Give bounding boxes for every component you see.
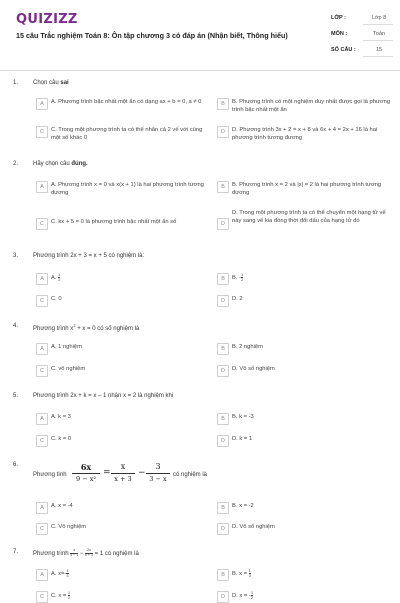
fraction (251, 591, 253, 600)
fraction-den: 3 (248, 573, 251, 578)
option-letter: D (217, 365, 229, 377)
question-text-post: = 1 có nghiệm là (94, 550, 139, 557)
option-text (232, 591, 392, 600)
option-text (232, 273, 392, 282)
option-text-pre: D. x = - (232, 593, 251, 600)
question-number: 5. (13, 393, 19, 399)
meta-mon-value: Toán (373, 31, 385, 37)
fraction-den: 3 − x (149, 475, 167, 483)
question-number: 4. (13, 323, 19, 329)
option-letter: C (36, 365, 48, 377)
option-letter: B (217, 343, 229, 355)
option-text: C. kx + 5 = 0 là phương trình bậc nhất một ẩn số (51, 219, 177, 225)
fraction-num: 1 (67, 590, 71, 595)
question-text-bold: đúng. (71, 161, 88, 167)
fraction (66, 569, 68, 578)
option-text: A. k = 3 (51, 414, 71, 420)
minus-sign: − (138, 468, 146, 478)
fraction-num: 1 (248, 568, 251, 573)
fraction-bar (72, 473, 100, 474)
option-text: C. k = 0 (51, 436, 72, 442)
option-letter: D (217, 591, 229, 603)
fraction-num: x (73, 548, 76, 552)
fraction-den: x + 3 (114, 475, 132, 483)
fraction-num: 6x (80, 462, 92, 472)
option-text: D. Vô số nghiệm (232, 524, 275, 530)
fraction-1 (70, 549, 78, 558)
option-text: C. 0 (51, 296, 62, 302)
option-text (51, 569, 211, 578)
fraction-den: 2 (250, 595, 254, 600)
option-text: C. Vô nghiệm (51, 524, 87, 530)
quizizz-logo: QUIZIZZ (16, 12, 78, 27)
fraction-bar (146, 473, 170, 474)
question-text-pre: Phương trình x (33, 326, 74, 332)
option-text: D. Phương trình 3x + 2 = x + 8 và 6x + 4 = 2x + 16 là hai phương trình tương đương (232, 127, 378, 141)
meta-mon-label: MÔN : (331, 31, 348, 37)
option-text: C. vô nghiệm (51, 366, 86, 372)
question-text-post: + x = 0 có số nghiệm là (75, 326, 140, 332)
option-letter: B (217, 569, 229, 581)
option-text: A. Phương trình x = 0 và x(x + 1) là hai phương trình tương đương (51, 182, 204, 196)
option-text-pre: B. x = (232, 571, 249, 578)
fraction (249, 569, 251, 578)
option-letter: B (217, 98, 229, 110)
fraction (241, 273, 243, 282)
option-text (232, 569, 392, 578)
question-text: Phương trình 2x + 3 = x + 5 có nghiệm là: (33, 253, 145, 259)
option-letter: C (36, 295, 48, 307)
fraction-den: 2 (241, 277, 244, 282)
option-text: A. x = -4 (51, 503, 73, 509)
option-text: A. Phương trình bậc nhất một ẩn có dạng ax + b = 0, a ≠ 0 (51, 99, 202, 105)
question-text-pre: Phương tình (33, 472, 67, 478)
meta-socau-underline (363, 56, 393, 57)
option-letter: C (36, 591, 48, 603)
fraction-den: 9 − x² (76, 475, 96, 483)
option-text-pre: C. x = (51, 593, 68, 600)
option-text: D. Trong một phương trình ta có thể chuyển một hạng tử vế này sang vế kia đồng thời đổi dấu của hạng tử đó (232, 210, 386, 224)
fraction-2 (85, 549, 93, 558)
question-text-bold: sai (60, 80, 69, 86)
option-letter: B (217, 273, 229, 285)
option-letter: A (36, 413, 48, 425)
question-text (33, 549, 139, 558)
option-letter: A (36, 502, 48, 514)
minus-sign: − (79, 550, 84, 557)
option-letter: D (217, 218, 229, 230)
option-letter: A (36, 98, 48, 110)
option-letter: A (36, 343, 48, 355)
fraction-bar (111, 473, 135, 474)
question-text (33, 80, 69, 86)
option-text: A. 1 nghiệm (51, 344, 82, 350)
option-letter: A (36, 273, 48, 285)
option-text: B. k = -3 (232, 414, 254, 420)
question-number: 3. (13, 253, 19, 259)
option-letter: C (36, 218, 48, 230)
option-letter: A (36, 569, 48, 581)
option-letter: D (217, 126, 229, 138)
question-text: Phương trình 2x + k = x – 1 nhận x = 2 là nghiệm khi (33, 393, 174, 399)
fraction-den: 3 (66, 573, 69, 578)
option-text: C. Trong một phương trình ta có thể nhân cả 2 vế với cùng một số khác 0 (51, 127, 203, 141)
header-divider (0, 70, 400, 71)
option-text (51, 273, 211, 282)
option-text-pre: B. - (232, 275, 242, 282)
equals-sign: = (103, 468, 111, 478)
option-text: D. Vô số nghiệm (232, 366, 275, 372)
option-letter: B (217, 502, 229, 514)
option-text: B. 2 nghiệm (232, 344, 263, 350)
option-text-pre: A. (51, 275, 59, 282)
question-text (33, 323, 139, 332)
option-text: D. 2 (232, 296, 243, 302)
question-text-post: có nghiệm là (173, 472, 208, 478)
page-header (0, 0, 400, 62)
page-title: 15 câu Trắc nghiệm Toán 8: Ôn tập chương 3 có đáp án (Nhận biết, Thông hiểu) (16, 31, 288, 40)
option-letter: D (217, 295, 229, 307)
meta-lop-value: Lớp 8 (371, 15, 387, 21)
question-number: 7. (13, 549, 19, 555)
fraction-den: 2 (58, 277, 61, 282)
fraction-num: 1 (250, 590, 254, 595)
question-number: 6. (13, 462, 19, 468)
option-letter: D (217, 435, 229, 447)
question-text-sup: 2 (73, 323, 76, 328)
fraction-num: 3 (155, 462, 161, 471)
fraction-num: 1 (66, 568, 69, 573)
fraction-den: x + 1 (85, 552, 93, 557)
option-text: D. k = 1 (232, 436, 253, 442)
fraction (58, 273, 60, 282)
fraction (68, 591, 70, 600)
question-text-pre: Chọn câu (33, 80, 61, 86)
option-letter: C (36, 523, 48, 535)
question-text-pre: Phương trình (33, 550, 69, 557)
option-letter: C (36, 126, 48, 138)
fraction-num: 2x (87, 548, 91, 552)
option-letter: D (217, 523, 229, 535)
option-letter: A (36, 181, 48, 193)
fraction-num: 1 (241, 272, 244, 277)
option-text: B. Phương trình có một nghiệm duy nhất được gọi là phương trình bậc nhất một ẩn (232, 99, 391, 113)
option-letter: B (217, 181, 229, 193)
question-text (33, 161, 88, 167)
option-text: B. x = -2 (232, 503, 254, 509)
fraction-num: x (120, 462, 126, 471)
meta-socau-value: 15 (375, 47, 383, 53)
fraction-den: 2 (67, 595, 71, 600)
option-letter: C (36, 435, 48, 447)
meta-socau-label: SỐ CÂU : (331, 47, 356, 53)
fraction-num: 1 (58, 272, 61, 277)
option-letter: B (217, 413, 229, 425)
question-text-pre: Hãy chọn câu (33, 161, 72, 167)
meta-lop-underline (363, 24, 393, 25)
question-number: 1. (13, 80, 19, 86)
meta-lop-label: LỚP : (331, 15, 346, 21)
option-text-pre: A. x=- (51, 571, 67, 578)
fraction-den: x − 1 (70, 552, 79, 557)
question-number: 2. (13, 161, 19, 167)
option-text: B. Phương trình x = 2 và |x| = 2 là hai phương trình tương đương (232, 182, 382, 196)
option-text (51, 591, 211, 600)
meta-mon-underline (363, 40, 393, 41)
